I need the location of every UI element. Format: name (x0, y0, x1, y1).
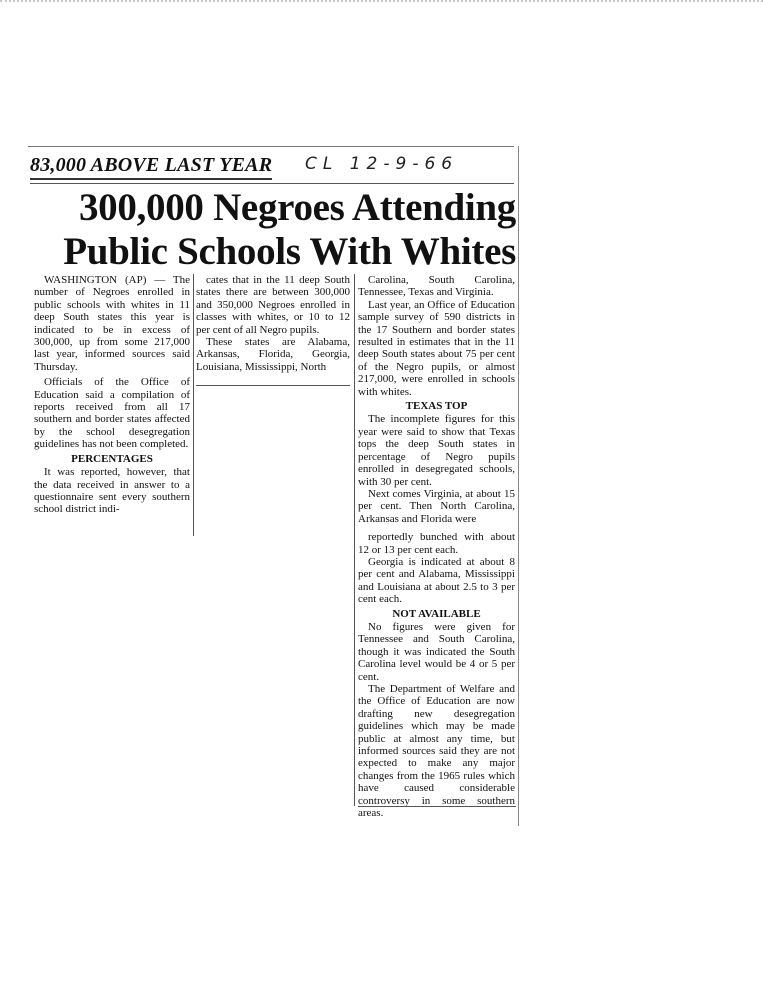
subhead: NOT AVAILABLE (392, 607, 481, 620)
paragraph: WASHINGTON (AP) — The number of Negroes enrolled in public schools with whites in 11 deep South states this year is indicated to be in excess of 300,000, up from some 217,000 last year, informed sources said Thursday. (34, 274, 190, 373)
paragraph: cates that in the 11 deep South states there are between 300,000 and 350,000 Negroes enrolled in classes with whites, or 10 to 12 per cent of all Negro pupils. (196, 274, 350, 336)
article-column-3 (358, 274, 515, 819)
paragraph: Last year, an Office of Education sample survey of 590 districts in the 17 Southern and border states resulted in estimates that in the 11 deep South states about 75 per cent of the Negro pupils, or almost 217,000, were enrolled in schools with whites. (358, 298, 515, 398)
headline (60, 186, 516, 274)
handwritten-date-note: CL 12-9-66 (305, 154, 459, 174)
scan-edge-dots (0, 0, 763, 2)
paragraph: reportedly bunched with about 12 or 13 per cent each. (358, 531, 515, 556)
paragraph: Georgia is indicated at about 8 per cent and Alabama, Mississippi and Louisiana at about 2.5 to 3 per cent each. (358, 555, 515, 606)
paragraph: These states are Alabama, Arkansas, Florida, Georgia, Louisiana, Mississippi, North (196, 336, 350, 373)
column-rule (193, 274, 194, 536)
paragraph: The Department of Welfare and the Office of Education are now drafting new desegregation guidelines which may be made public at almost any time, but informed sources said they are not expected to make any major changes from the 1965 rules which have caused considerable controversy in some southern areas. (358, 683, 515, 820)
paragraph: Carolina, South Carolina, Tennessee, Texas and Virginia. (358, 274, 515, 299)
paragraph: The incomplete figures for this year were said to show that Texas tops the deep South states in percentage of Negro pupils enrolled in desegregated schools, with 30 per cent. (358, 413, 515, 488)
kicker-rule (30, 183, 514, 184)
headline-line-2: Public Schools With Whites (63, 230, 516, 273)
paragraph: Next comes Virginia, at about 15 per cent. Then North Carolina, Arkansas and Florida were (358, 487, 515, 525)
subhead: PERCENTAGES (71, 452, 153, 465)
column-end-rule (358, 806, 516, 807)
subhead: TEXAS TOP (405, 400, 468, 413)
paragraph: Officials of the Office of Education said a compilation of reports received from all 17 southern and border states affected by the school desegregation guidelines has not been completed. (34, 376, 190, 451)
article-column-2 (196, 274, 350, 373)
headline-line-1: 300,000 Negroes Attending (78, 186, 516, 229)
paragraph: It was reported, however, that the data received in answer to a questionnaire sent every southern school district indi- (34, 466, 190, 516)
clipping-right-edge (518, 146, 519, 826)
paragraph: No figures were given for Tennessee and South Carolina, though it was indicated the South Carolina level would be 4 or 5 per cent. (358, 620, 515, 683)
clipping-top-rule (28, 146, 514, 147)
article-column-1 (34, 274, 190, 516)
column-rule (354, 274, 355, 806)
kicker-line: 83,000 ABOVE LAST YEAR (30, 154, 272, 180)
column-end-rule (196, 385, 350, 386)
